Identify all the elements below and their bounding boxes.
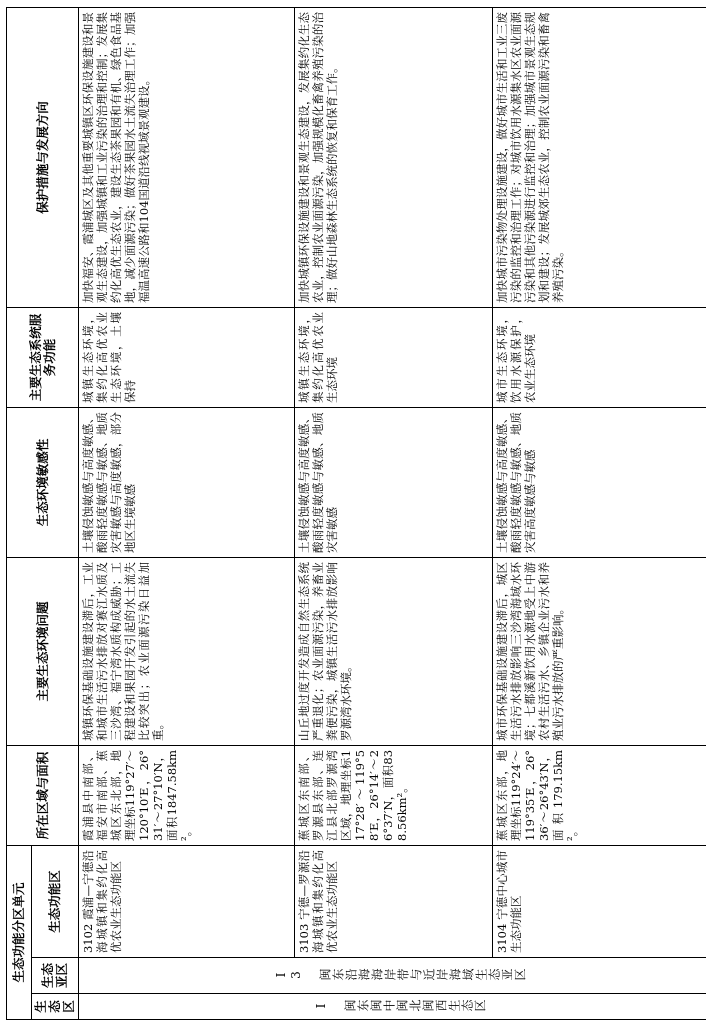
- problems-cell: 城镇环保基础设施建设滞后，工业和城市生活污水排放对赛江水质及三沙湾、福宁湾水质构成威胁；工程建设和果园开发引起的水土流失比较突出；农业面源污染日益加重。: [79, 557, 295, 745]
- sensitivity-cell: 土壤侵蚀敏感与高度敏感、酸雨轻度敏感与敏感、地质灾害敏感与高度敏感，部分地区生境敏感: [79, 407, 295, 557]
- header-measures: 保护措施与发展方向: [7, 7, 79, 307]
- services-cell: 城镇生态环境，集约化高优农业生态环境: [295, 307, 493, 407]
- services-cell: 城镇生态环境，集约化高优农业生态环境，土壤保持: [79, 307, 295, 407]
- measures-cell: 加快福安、霞浦城区及其他重要城镇区环保设施建设和景观生态建设，加强城镇和工业污染的治理和控制；发展集约化高优生态农业，建设生态茶果园和有机、绿色食品基地，减少面源污染；做好茶果园水土流失治理工作；加强福温高速公路和104国道沿线视域景观建设。: [79, 7, 295, 307]
- header-functional-zone: 生态功能区: [32, 845, 79, 957]
- measures-cell: 加快城镇环保设施建设和景观生态建设，发展集约化生态农业，控制农业面源污染，加强规模化畜禽养殖污染的治理；做好山地森林生态系统的恢复和保育工作。: [295, 7, 493, 307]
- zone-cell: [493, 845, 706, 957]
- table-row: [493, 7, 706, 1019]
- subregion-label: I3 闽东沿海海岸带与近岸海域生态亚区: [273, 968, 527, 982]
- header-region: 生态区: [32, 994, 79, 1020]
- region-cell: [79, 994, 706, 1020]
- zone-name: 3102 霞浦—宁德沿海城镇和集约化高优农业生态功能区: [81, 849, 123, 953]
- problems-cell: 山丘地过度开发造成自然生态系统严重退化；农业面源污染，养畜业粪便污染，城镇生活污水排放影响罗源湾水环境。: [295, 557, 493, 745]
- location-cell: 蕉城区东部，地理坐标119°24′～119°35′E，26°36′～26°43′N，面积179.15km²。: [493, 745, 706, 845]
- problems-cell: 城市环保基础设施建设滞后，城区生活污水排放影响三沙湾海域水环境；七都溪新饮用水源地受上中游农村生活污水、乡镇企业污水和养殖业污水排放的严重影响。: [493, 557, 706, 745]
- header-problems: 主要生态环境问题: [7, 557, 79, 745]
- header-subregion: 生态亚区: [32, 958, 79, 994]
- sensitivity-cell: 土壤侵蚀敏感与高度敏感、酸雨轻度敏感与敏感、地质灾害高度敏感与敏感: [493, 407, 706, 557]
- location-cell: 蕉城区东南部、罗源县东部、连江县北部罗源湾区域，地理坐标117°28′～119°58′E，26°14′～26°37′N，面积838.56km²。: [295, 745, 493, 845]
- region-label: I 闽东闽中闽北闽西生态区: [313, 999, 487, 1013]
- sensitivity-cell: 土壤侵蚀敏感与高度敏感、酸雨轻度敏感与敏感、地质灾害敏感: [295, 407, 493, 557]
- zone-name: 3104 宁德中心城市生态功能区: [495, 849, 523, 953]
- header-unit-group: 生态功能分区单元: [7, 845, 32, 1019]
- zone-name: 3103 宁德—罗源沿海城镇和集约化高优农业生态功能区: [297, 849, 339, 953]
- header-services: 主要生态系统服务功能: [7, 307, 79, 407]
- ecological-zoning-table: [6, 7, 706, 1020]
- measures-cell: 加快城市污染物处理设施建设，做好城市生活和工业三废污染的监控和治理工作；对城市饮用水源集水区农业面源污染和其他污染源进行监控和治理；加强城市景观生态规划和建设；发展城郊生态农业，控制农业面源污染和畜禽养殖污染。: [493, 7, 706, 307]
- subregion-cell: [79, 958, 706, 994]
- table-row: [295, 7, 493, 1019]
- header-row-1: [7, 7, 32, 1019]
- table-row: [79, 7, 295, 1019]
- zone-cell: [295, 845, 493, 957]
- services-cell: 城市生态环境，饮用水源保护，农业生态环境: [493, 307, 706, 407]
- zone-cell: [79, 845, 295, 957]
- location-cell: 霞浦县中南部、福安市南部、蕉城区东北部，地理坐标119°27′～120°10′E，26°31′～27°10′N，面积1847.58km²。: [79, 745, 295, 845]
- header-location-area: 所在区域与面积: [7, 745, 79, 845]
- header-sensitivity: 生态环境敏感性: [7, 407, 79, 557]
